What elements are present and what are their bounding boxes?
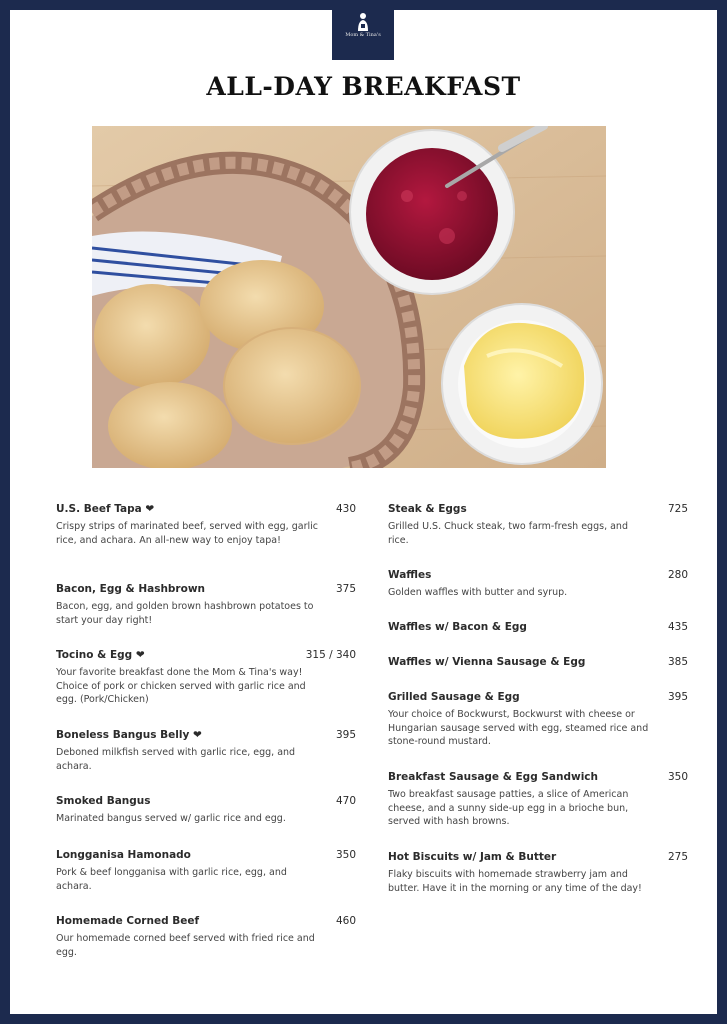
item-description: Flaky biscuits with homemade strawberry jam and butter. Have it in the morning or any time of the day! — [388, 869, 642, 894]
menu-item — [388, 770, 688, 829]
item-name: Waffles — [388, 569, 432, 581]
item-price: 280 — [667, 569, 688, 581]
menu-item — [56, 502, 356, 547]
page-title: ALL-DAY BREAKFAST — [206, 72, 521, 101]
item-description: Pork & beef longganisa with garlic rice, egg, and achara. — [56, 867, 287, 892]
item-price: 395 — [335, 729, 356, 741]
menu-item — [388, 502, 688, 547]
hero-photo — [92, 126, 606, 468]
item-price: 350 — [335, 849, 356, 861]
butter-bowl — [442, 304, 602, 464]
item-name: Boneless Bangus Belly ❤ — [56, 729, 202, 741]
menu-item — [388, 850, 688, 895]
item-name: Breakfast Sausage & Egg Sandwich — [388, 771, 599, 783]
menu-item — [388, 655, 688, 669]
item-price: 275 — [667, 851, 688, 863]
item-description: Bacon, egg, and golden brown hashbrown potatoes to start your day right! — [56, 601, 314, 626]
item-description: Marinated bangus served w/ garlic rice and egg. — [56, 813, 286, 824]
item-name: Waffles w/ Vienna Sausage & Egg — [388, 656, 586, 668]
chef-figure-icon — [355, 12, 371, 32]
item-name: Homemade Corned Beef — [56, 915, 200, 927]
menu-item — [56, 794, 356, 826]
brand-logo — [332, 10, 394, 60]
item-description: Crispy strips of marinated beef, served with egg, garlic rice, and achara. An all-new way to enjoy tapa! — [56, 521, 318, 546]
item-price: 725 — [667, 503, 688, 515]
item-name: Bacon, Egg & Hashbrown — [56, 583, 205, 595]
item-description: Our homemade corned beef served with fried rice and egg. — [56, 933, 315, 958]
item-description: Your choice of Bockwurst, Bockwurst with cheese or Hungarian sausage served with egg, steamed rice and stone-round mustard. — [388, 709, 649, 747]
item-price: 460 — [335, 915, 356, 927]
item-name: Smoked Bangus — [56, 795, 151, 807]
item-price: 385 — [667, 656, 688, 668]
menu-item — [388, 568, 688, 600]
item-price: 470 — [335, 795, 356, 807]
item-name: Longganisa Hamonado — [56, 849, 191, 861]
item-name: Hot Biscuits w/ Jam & Butter — [388, 851, 557, 863]
item-name: Steak & Eggs — [388, 503, 467, 515]
menu-item — [56, 848, 356, 893]
item-price: 315 / 340 — [305, 649, 356, 661]
menu-item — [56, 728, 356, 773]
menu-item — [388, 620, 688, 634]
item-name: Tocino & Egg ❤ — [56, 649, 145, 661]
menu-item — [388, 690, 688, 749]
item-name: U.S. Beef Tapa ❤ — [56, 503, 155, 515]
item-name: Grilled Sausage & Egg — [388, 691, 520, 703]
item-price: 395 — [667, 691, 688, 703]
item-description: Two breakfast sausage patties, a slice of American cheese, and a sunny side-up egg in a brioche bun, served with hash browns. — [388, 789, 629, 827]
item-description: Golden waffles with butter and syrup. — [388, 587, 568, 598]
brand-name: Mom & Tina's — [345, 32, 381, 38]
item-price: 375 — [335, 583, 356, 595]
menu-page — [10, 10, 717, 1014]
menu-item — [56, 648, 356, 707]
item-description: Deboned milkfish served with garlic rice, egg, and achara. — [56, 747, 296, 772]
item-description: Grilled U.S. Chuck steak, two farm-fresh eggs, and rice. — [388, 521, 628, 546]
item-name: Waffles w/ Bacon & Egg — [388, 621, 527, 633]
menu-item — [56, 914, 356, 959]
item-description: Your favorite breakfast done the Mom & Tina's way! Choice of pork or chicken served with garlic rice and egg. (Pork/Chicken) — [56, 667, 306, 705]
item-price: 435 — [667, 621, 688, 633]
item-price: 430 — [335, 503, 356, 515]
item-price: 350 — [667, 771, 688, 783]
menu-item — [56, 582, 356, 627]
